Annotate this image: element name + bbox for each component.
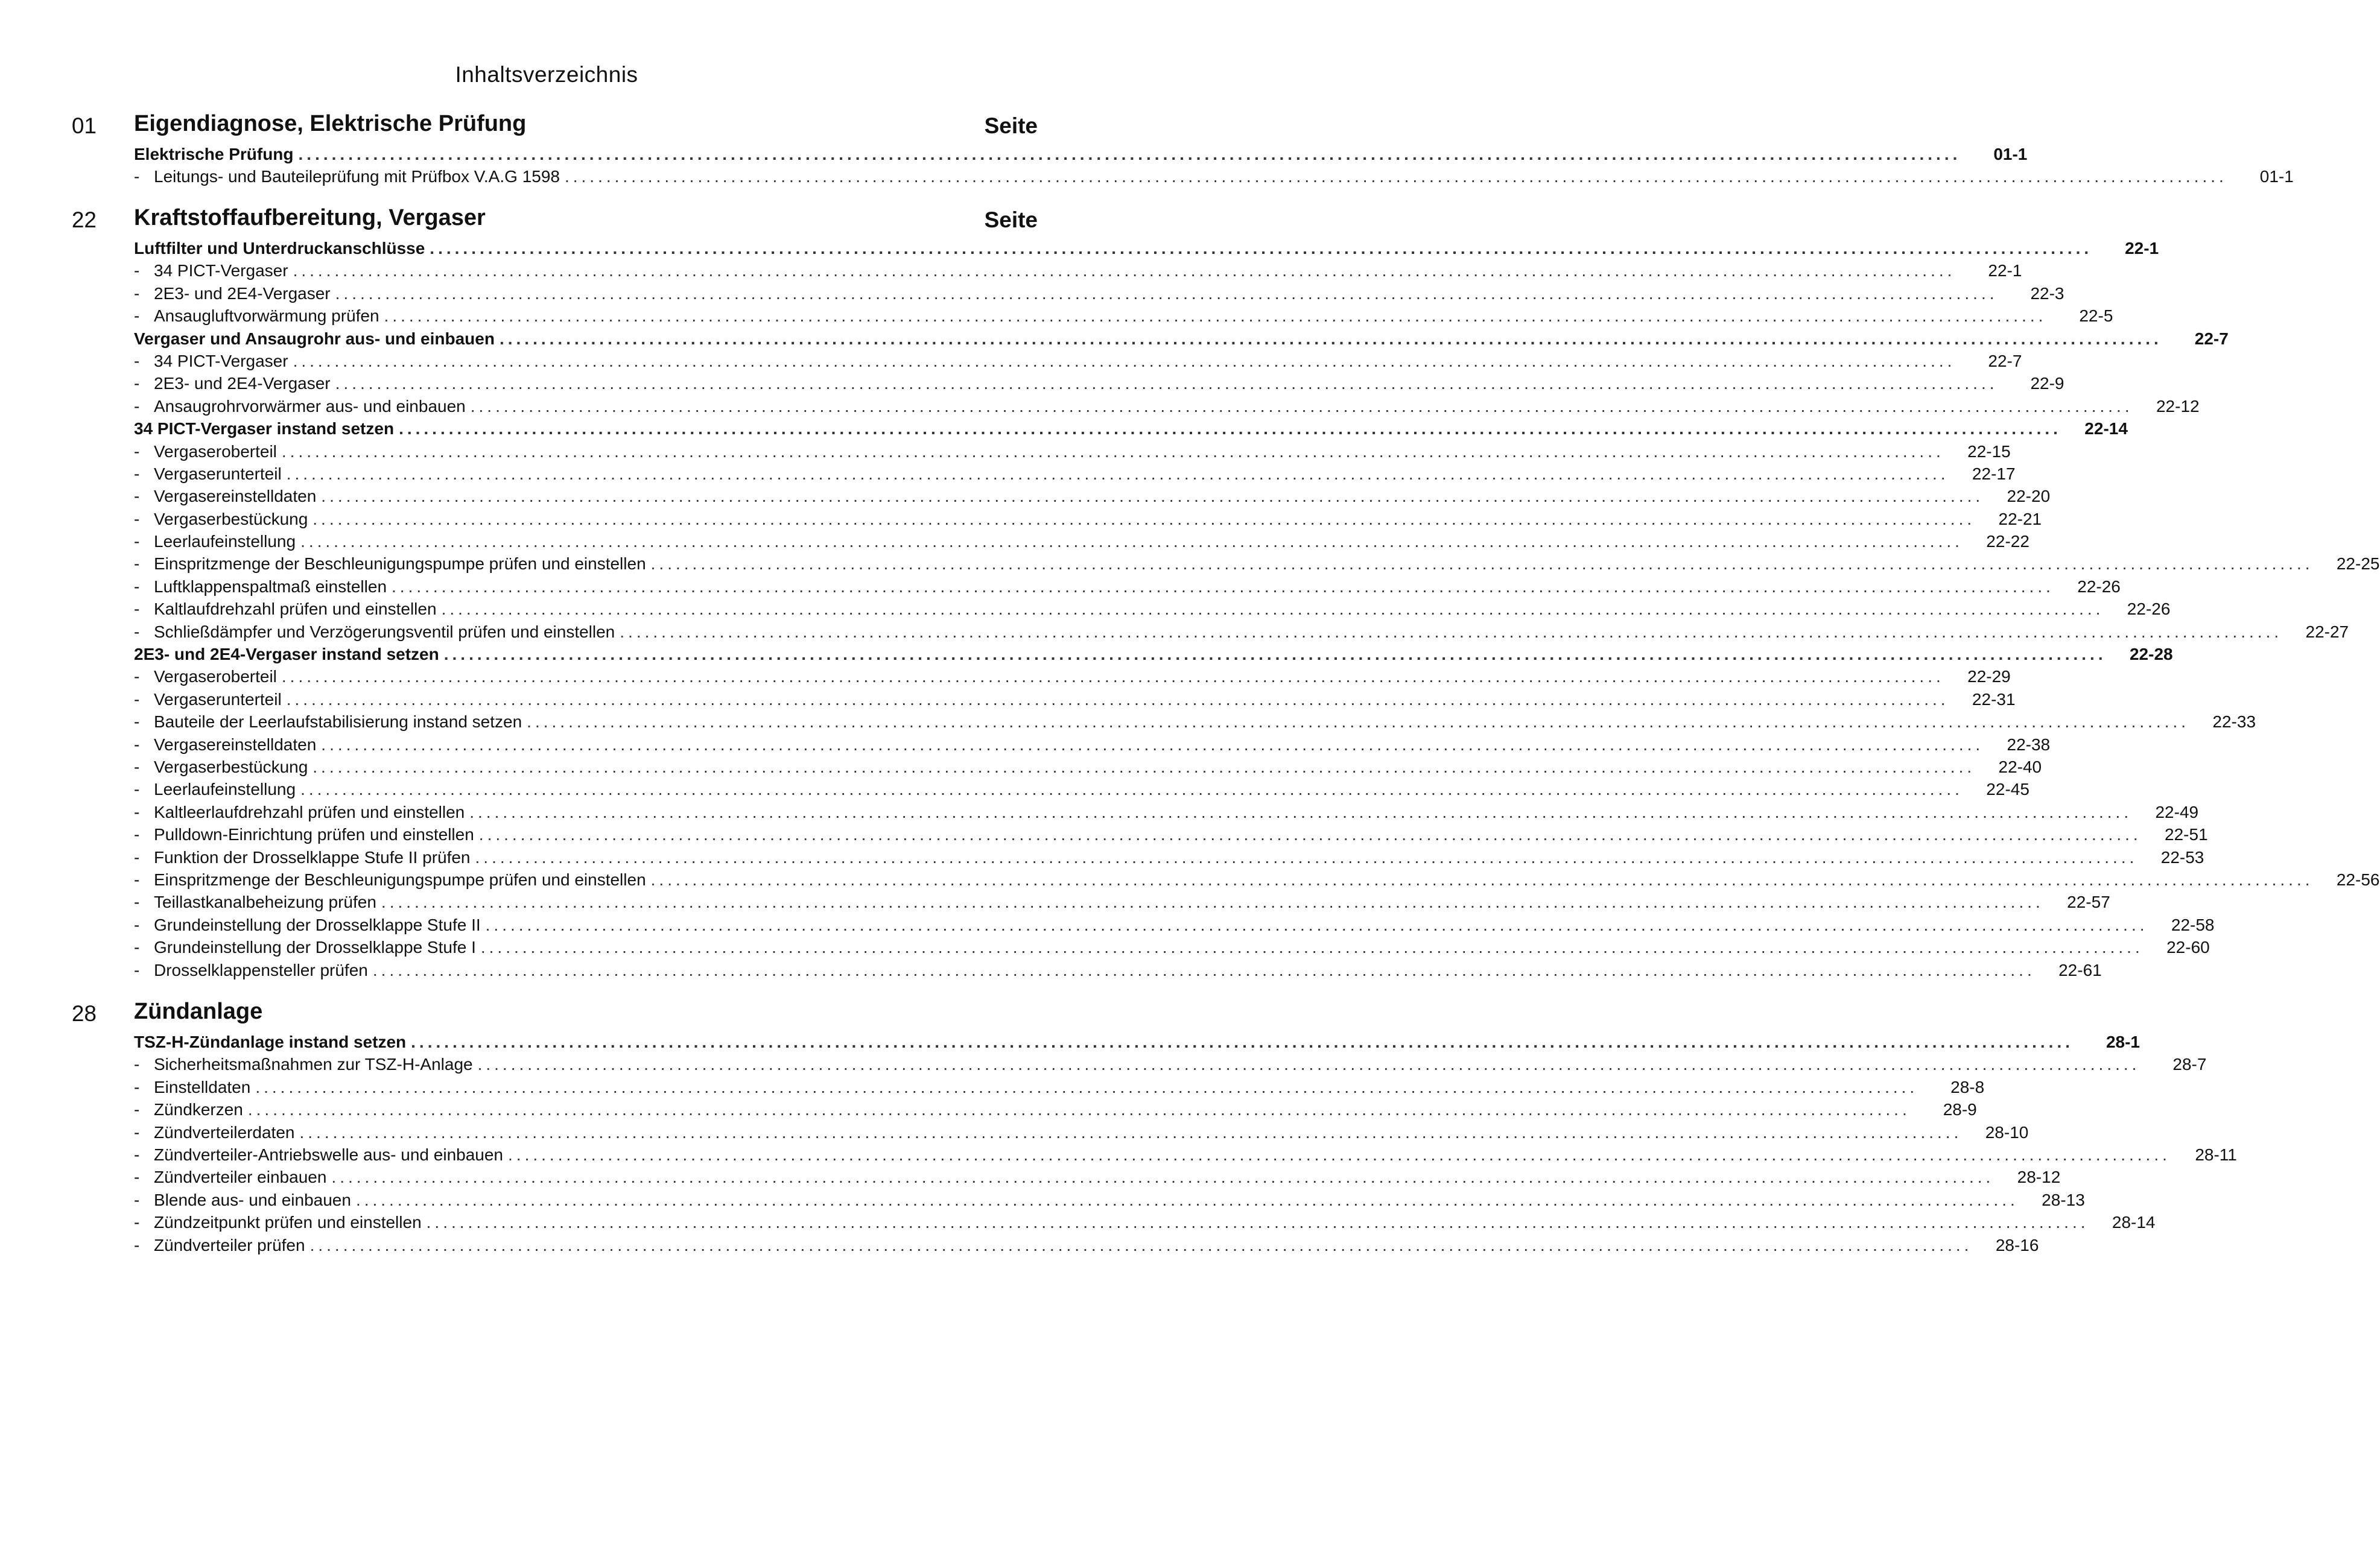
- toc-entry: [134, 374, 2064, 396]
- toc-heading-entry: [134, 329, 2229, 352]
- dot-leader: ........................................................................................................................................................................................................: [426, 1213, 2089, 1232]
- toc-heading-entry: [134, 145, 2028, 167]
- toc-page-number: 22-29: [1967, 667, 2011, 686]
- toc-entry-label: Vergasereinstelldaten: [154, 487, 317, 506]
- toc-entry: [134, 351, 2022, 374]
- bullet-dash: -: [134, 915, 140, 934]
- toc-entry-label: Einspritzmenge der Beschleunigungspumpe prüfen und einstellen: [154, 870, 646, 889]
- toc-entry: [134, 870, 2380, 893]
- bullet-dash: -: [134, 577, 140, 596]
- toc-page-number: 22-14: [2084, 419, 2128, 438]
- toc-entry: [134, 1213, 2156, 1235]
- dot-leader: ........................................................................................................................................................................................................: [293, 261, 1956, 280]
- seite-label: Seite: [984, 207, 1038, 232]
- toc-entry: [134, 667, 2011, 689]
- toc-entry: [134, 261, 2022, 283]
- bullet-dash: -: [134, 441, 140, 461]
- dot-leader: ........................................................................................................................................................................................................: [335, 283, 1998, 303]
- dot-leader: ........................................................................................................................................................................................................: [299, 1122, 1963, 1142]
- toc-page-number: 22-45: [1986, 780, 2029, 799]
- dot-leader: ........................................................................................................................................................................................................: [650, 870, 2314, 889]
- toc-entry-label: Einspritzmenge der Beschleunigungspumpe prüfen und einstellen: [154, 554, 646, 574]
- toc-page-number: 28-8: [1950, 1077, 1985, 1096]
- bullet-dash: -: [134, 712, 140, 732]
- toc-entry-label: Schließdämpfer und Verzögerungsventil prüfen und einstellen: [154, 622, 615, 641]
- toc-entry-label: Funktion der Drosselklappe Stufe II prüfen: [154, 847, 471, 867]
- section-01: [60, 109, 2294, 190]
- bullet-dash: -: [134, 689, 140, 709]
- toc-page-number: 22-60: [2166, 938, 2210, 957]
- bullet-dash: -: [134, 487, 140, 506]
- toc-entry: [134, 938, 2210, 960]
- toc-page-number: 22-33: [2212, 712, 2256, 732]
- bullet-dash: -: [134, 374, 140, 393]
- toc-entry: [134, 847, 2204, 870]
- toc-page-number: 22-9: [2030, 374, 2064, 393]
- bullet-dash: -: [134, 667, 140, 686]
- dot-leader: ........................................................................................................................................................................................................: [309, 1235, 1973, 1254]
- dot-leader: ........................................................................................................................................................................................................: [477, 1055, 2140, 1074]
- toc-entry-label: Vergasereinstelldaten: [154, 735, 317, 754]
- toc-heading-entry: [134, 1033, 2140, 1055]
- bullet-dash: -: [134, 1055, 140, 1074]
- toc-page-number: 28-12: [2017, 1168, 2061, 1187]
- toc-entry: [134, 689, 2016, 712]
- bullet-dash: -: [134, 1190, 140, 1209]
- dot-leader: ........................................................................................................................................................................................................: [478, 825, 2142, 844]
- dot-leader: ........................................................................................................................................................................................................: [480, 938, 2144, 957]
- dot-leader: ........................................................................................................................................................................................................: [313, 757, 1976, 776]
- toc-entry-label: Zündverteilerdaten: [154, 1122, 295, 1142]
- toc-entry: [134, 532, 2029, 554]
- bullet-dash: -: [134, 735, 140, 754]
- toc-entry: [134, 1055, 2207, 1077]
- dot-leader: ........................................................................................................................................................................................................: [441, 600, 2104, 619]
- bullet-dash: -: [134, 1213, 140, 1232]
- toc-page-number: 22-57: [2067, 893, 2110, 912]
- bullet-dash: -: [134, 554, 140, 574]
- bullet-dash: -: [134, 1122, 140, 1142]
- section-number: 01: [71, 113, 97, 138]
- toc-entry-label: Zündverteiler prüfen: [154, 1235, 305, 1254]
- toc-entry-label: Vergaseroberteil: [154, 441, 277, 461]
- bullet-dash: -: [134, 396, 140, 416]
- toc-entry: [134, 487, 2051, 509]
- toc-entry-label: Drosselklappensteller prüfen: [154, 960, 368, 979]
- toc-entry-label: Elektrische Prüfung: [134, 145, 294, 163]
- toc-page-number: 22-15: [1967, 441, 2011, 461]
- dot-leader: ........................................................................................................................................................................................................: [620, 622, 2283, 641]
- dot-leader: ........................................................................................................................................................................................................: [331, 1168, 1994, 1187]
- dot-leader: ........................................................................................................................................................................................................: [247, 1100, 1911, 1119]
- toc-entry: [134, 780, 2029, 802]
- toc-page-number: 22-61: [2058, 960, 2102, 979]
- bullet-dash: -: [134, 600, 140, 619]
- toc-entry: [134, 577, 2121, 600]
- toc-page-number: 22-21: [1998, 509, 2042, 528]
- toc-entry: [134, 1235, 2039, 1258]
- toc-entry: [134, 396, 2200, 419]
- toc-page-number: 22-1: [2125, 239, 2159, 258]
- section-22: [60, 203, 2380, 983]
- toc-page-number: 28-11: [2195, 1145, 2237, 1164]
- dot-leader: ........................................................................................................................................................................................................: [399, 419, 2061, 438]
- bullet-dash: -: [134, 938, 140, 957]
- dot-leader: ........................................................................................................................................................................................................: [443, 645, 2107, 664]
- dot-leader: ........................................................................................................................................................................................................: [298, 145, 1961, 163]
- toc-page-number: 28-9: [1943, 1100, 1977, 1119]
- toc-entry: [134, 960, 2102, 983]
- toc-entry-label: Teillastkanalbeheizung prüfen: [154, 893, 376, 912]
- toc-list: [134, 145, 2294, 190]
- dot-leader: ........................................................................................................................................................................................................: [286, 689, 1949, 709]
- toc-page-number: 22-40: [1998, 757, 2042, 776]
- dot-leader: ........................................................................................................................................................................................................: [335, 374, 1998, 393]
- toc-entry-label: Zündkerzen: [154, 1100, 243, 1119]
- bullet-dash: -: [134, 1235, 140, 1254]
- toc-entry-label: Zündverteiler einbauen: [154, 1168, 327, 1187]
- toc-entry-label: Ansaugluftvorwärmung prüfen: [154, 306, 379, 326]
- dot-leader: ........................................................................................................................................................................................................: [485, 915, 2148, 934]
- toc-entry-label: Grundeinstellung der Drosselklappe Stufe I: [154, 938, 476, 957]
- toc-entry-label: Vergaserbestückung: [154, 509, 308, 528]
- toc-entry-label: Kaltlaufdrehzahl prüfen und einstellen: [154, 600, 437, 619]
- toc-list: [134, 1033, 2237, 1258]
- section-title: Kraftstoffaufbereitung, Vergaser: [134, 205, 486, 230]
- toc-page-number: 22-22: [1986, 532, 2029, 551]
- section-28: [60, 996, 2237, 1258]
- dot-leader: ........................................................................................................................................................................................................: [384, 306, 2047, 326]
- toc-entry-label: Blende aus- und einbauen: [154, 1190, 351, 1209]
- toc-page-number: 22-53: [2160, 847, 2204, 867]
- bullet-dash: -: [134, 167, 140, 186]
- toc-entry: [134, 893, 2110, 915]
- toc-entry: [134, 441, 2011, 464]
- dot-leader: ........................................................................................................................................................................................................: [499, 329, 2162, 348]
- toc-page-number: 01-1: [1993, 145, 2028, 163]
- toc-page-number: 22-5: [2079, 306, 2113, 326]
- toc-entry-label: Vergaserunterteil: [154, 464, 282, 483]
- toc-entry-label: Zündzeitpunkt prüfen und einstellen: [154, 1213, 422, 1232]
- dot-leader: ........................................................................................................................................................................................................: [430, 239, 2093, 258]
- dot-leader: ........................................................................................................................................................................................................: [527, 712, 2190, 732]
- toc-page-number: 28-7: [2172, 1055, 2207, 1074]
- toc-entry: [134, 1100, 1977, 1122]
- dot-leader: ........................................................................................................................................................................................................: [392, 577, 2054, 596]
- bullet-dash: -: [134, 622, 140, 641]
- section-title: Zündanlage: [134, 999, 263, 1024]
- toc-entry-label: Leerlaufeinstellung: [154, 532, 296, 551]
- toc-page-number: 22-1: [1988, 261, 2022, 280]
- toc-entry-label: Vergaserbestückung: [154, 757, 308, 776]
- bullet-dash: -: [134, 960, 140, 979]
- toc-page-number: 22-49: [2155, 802, 2199, 821]
- toc-page-number: 22-12: [2156, 396, 2200, 416]
- toc-entry-label: Pulldown-Einrichtung prüfen und einstellen: [154, 825, 474, 844]
- dot-leader: ........................................................................................................................................................................................................: [293, 351, 1956, 370]
- bullet-dash: -: [134, 464, 140, 483]
- dot-leader: ........................................................................................................................................................................................................: [321, 735, 1984, 754]
- section-number: 22: [71, 207, 97, 232]
- dot-leader: ........................................................................................................................................................................................................: [255, 1077, 1918, 1096]
- toc-entry-label: Einstelldaten: [154, 1077, 251, 1096]
- dot-leader: ........................................................................................................................................................................................................: [475, 847, 2138, 867]
- toc-heading-entry: [134, 419, 2128, 441]
- toc-entry: [134, 464, 2016, 487]
- toc-page-number: 22-25: [2336, 554, 2380, 574]
- dot-leader: ........................................................................................................................................................................................................: [470, 396, 2133, 416]
- toc-page-number: 28-16: [1995, 1235, 2039, 1254]
- toc-page-number: 01-1: [2259, 167, 2294, 186]
- dot-leader: ........................................................................................................................................................................................................: [321, 487, 1984, 506]
- page-title: Inhaltsverzeichnis: [455, 62, 638, 87]
- toc-entry: [134, 167, 2294, 189]
- toc-entry-label: TSZ-H-Zündanlage instand setzen: [134, 1033, 407, 1051]
- bullet-dash: -: [134, 532, 140, 551]
- dot-leader: ........................................................................................................................................................................................................: [313, 509, 1976, 528]
- toc-entry-label: Leitungs- und Bauteileprüfung mit Prüfbox V.A.G 1598: [154, 167, 560, 186]
- toc-page-number: 22-17: [1972, 464, 2016, 483]
- dot-leader: ........................................................................................................................................................................................................: [469, 802, 2133, 821]
- toc-entry: [134, 1190, 2085, 1213]
- toc-entry: [134, 600, 2171, 622]
- toc-heading-entry: [134, 645, 2173, 667]
- toc-entry-label: Luftklappenspaltmaß einstellen: [154, 577, 387, 596]
- dot-leader: ........................................................................................................................................................................................................: [411, 1033, 2074, 1051]
- toc-entry-label: 2E3- und 2E4-Vergaser: [154, 374, 331, 393]
- dot-leader: ........................................................................................................................................................................................................: [564, 167, 2227, 186]
- toc-entry: [134, 509, 2042, 532]
- bullet-dash: -: [134, 893, 140, 912]
- toc-page-number: 28-13: [2042, 1190, 2085, 1209]
- dot-leader: ........................................................................................................................................................................................................: [508, 1145, 2171, 1164]
- toc-entry: [134, 283, 2064, 306]
- toc-page-number: 22-31: [1972, 689, 2016, 709]
- toc-entry-label: 2E3- und 2E4-Vergaser instand setzen: [134, 645, 439, 664]
- bullet-dash: -: [134, 802, 140, 821]
- section-title: Eigendiagnose, Elektrische Prüfung: [134, 111, 527, 136]
- bullet-dash: -: [134, 1145, 140, 1164]
- toc-entry-label: Vergaseroberteil: [154, 667, 277, 686]
- toc-entry-label: Sicherheitsmaßnahmen zur TSZ-H-Anlage: [154, 1055, 473, 1074]
- seite-label: Seite: [984, 113, 1038, 138]
- toc-page-number: 22-28: [2129, 645, 2173, 664]
- toc-entry-label: 34 PICT-Vergaser instand setzen: [134, 419, 395, 438]
- section-header: [60, 996, 1038, 1033]
- toc-entry: [134, 735, 2051, 758]
- toc-entry: [134, 1077, 1985, 1100]
- toc-page-number: 22-3: [2030, 283, 2064, 303]
- dot-leader: ........................................................................................................................................................................................................: [286, 464, 1949, 483]
- section-header: [60, 203, 1038, 239]
- dot-leader: ........................................................................................................................................................................................................: [650, 554, 2314, 574]
- bullet-dash: -: [134, 870, 140, 889]
- toc-page-number: 28-10: [1985, 1122, 2029, 1142]
- toc-page-number: 28-14: [2112, 1213, 2156, 1232]
- dot-leader: ........................................................................................................................................................................................................: [300, 780, 1963, 799]
- toc-entry-label: Grundeinstellung der Drosselklappe Stufe II: [154, 915, 481, 934]
- toc-entry-label: Vergaser und Ansaugrohr aus- und einbauen: [134, 329, 495, 348]
- section-header: [60, 109, 1038, 145]
- bullet-dash: -: [134, 1168, 140, 1187]
- toc-entry-label: Ansaugrohrvorwärmer aus- und einbauen: [154, 396, 466, 416]
- dot-leader: ........................................................................................................................................................................................................: [300, 532, 1963, 551]
- toc-entry: [134, 712, 2256, 735]
- toc-entry: [134, 1168, 2061, 1190]
- bullet-dash: -: [134, 283, 140, 303]
- bullet-dash: -: [134, 780, 140, 799]
- toc-entry-label: Luftfilter und Unterdruckanschlüsse: [134, 239, 425, 258]
- toc-entry: [134, 915, 2215, 938]
- toc-list: [134, 239, 2380, 983]
- bullet-dash: -: [134, 1100, 140, 1119]
- dot-leader: ........................................................................................................................................................................................................: [381, 893, 2044, 912]
- toc-page-number: 22-27: [2305, 622, 2349, 641]
- toc-entry-label: 2E3- und 2E4-Vergaser: [154, 283, 331, 303]
- bullet-dash: -: [134, 351, 140, 370]
- toc-entry: [134, 1145, 2237, 1168]
- dot-leader: ........................................................................................................................................................................................................: [355, 1190, 2019, 1209]
- bullet-dash: -: [134, 509, 140, 528]
- toc-page-number: 22-20: [2007, 487, 2051, 506]
- toc-entry-label: Vergaserunterteil: [154, 689, 282, 709]
- toc-entry: [134, 306, 2113, 329]
- toc-page-number: 22-56: [2336, 870, 2380, 889]
- toc-entry: [134, 757, 2042, 780]
- bullet-dash: -: [134, 847, 140, 867]
- dot-leader: ........................................................................................................................................................................................................: [281, 667, 1944, 686]
- toc-page-number: 22-26: [2077, 577, 2121, 596]
- toc-entry: [134, 825, 2208, 847]
- toc-page-number: 22-38: [2007, 735, 2051, 754]
- dot-leader: ........................................................................................................................................................................................................: [281, 441, 1944, 461]
- toc-entry-label: Kaltleerlaufdrehzahl prüfen und einstellen: [154, 802, 465, 821]
- bullet-dash: -: [134, 825, 140, 844]
- toc-page-number: 22-7: [2194, 329, 2229, 348]
- bullet-dash: -: [134, 1077, 140, 1096]
- toc-entry: [134, 554, 2380, 577]
- toc-entry-label: 34 PICT-Vergaser: [154, 351, 288, 370]
- bullet-dash: -: [134, 757, 140, 776]
- bullet-dash: -: [134, 261, 140, 280]
- toc-entry-label: Bauteile der Leerlaufstabilisierung instand setzen: [154, 712, 522, 732]
- toc-entry-label: Zündverteiler-Antriebswelle aus- und einbauen: [154, 1145, 504, 1164]
- toc-page-number: 22-26: [2127, 600, 2171, 619]
- section-number: 28: [71, 1001, 97, 1026]
- toc-entry-label: Leerlaufeinstellung: [154, 780, 296, 799]
- toc-heading-entry: [134, 239, 2159, 261]
- toc-page-number: 22-58: [2171, 915, 2215, 934]
- toc-page-number: 22-7: [1988, 351, 2022, 370]
- toc-entry: [134, 1122, 2029, 1145]
- toc-entry: [134, 802, 2199, 825]
- toc-page-number: 28-1: [2106, 1033, 2140, 1051]
- toc-page-number: 22-51: [2165, 825, 2208, 844]
- bullet-dash: -: [134, 306, 140, 326]
- toc-entry: [134, 622, 2349, 645]
- dot-leader: ........................................................................................................................................................................................................: [372, 960, 2036, 979]
- toc-entry-label: 34 PICT-Vergaser: [154, 261, 288, 280]
